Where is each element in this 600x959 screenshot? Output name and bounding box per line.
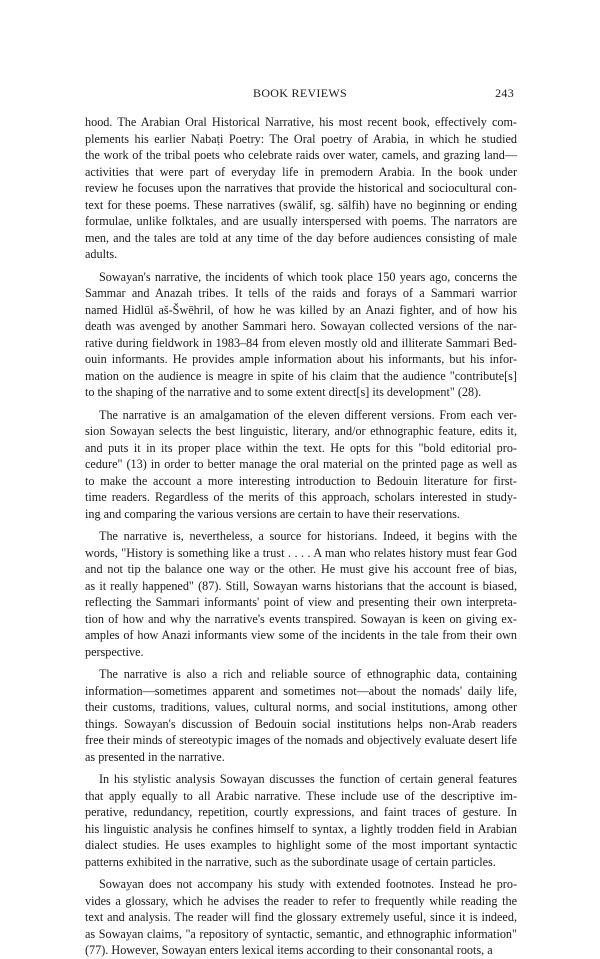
paragraph (85, 666, 517, 765)
paragraph (85, 269, 517, 401)
running-title: BOOK REVIEWS (253, 86, 347, 100)
text-line: perspective. (85, 644, 144, 659)
text-line: perative, redundancy, repetition, courtly expressions, and faint traces of gesture. In (85, 805, 517, 819)
text-line: to make the account a more interesting introduction to Bedouin literature for first- (85, 473, 517, 488)
text-line: text and analysis. The reader will find the glossary extremely useful, since it is indeed, (85, 910, 517, 924)
text-line: patterns exhibited in the narrative, such as the subordinate usage of certain particles. (85, 854, 496, 869)
text-line: dialect studies. He uses examples to highlight some of the most important syntactic (85, 838, 517, 852)
text-line: their customs, traditions, values, cultural norms, and social institutions, among other (85, 700, 517, 714)
text-line: as presented in the narrative. (85, 749, 225, 764)
text-line: The narrative is, nevertheless, a source for historians. Indeed, it begins with the (99, 529, 517, 543)
text-line: as Sowayan claims, "a repository of syntactic, semantic, and ethnographic information" (85, 926, 517, 941)
text-line: named Hidlūl aš-Šwēhril, of how he was killed by an Anazi fighter, and of how his (85, 302, 517, 317)
text-line: reflecting the Sammari informants' point of view and presenting their own interpreta- (85, 595, 517, 609)
paragraph (85, 114, 517, 263)
text-line: and puts it in its proper place within the text. He opts for this "bold editorial pro- (85, 440, 517, 455)
paragraph (85, 407, 517, 523)
page-number: 243 (495, 86, 514, 100)
text-line: amples of how Anazi informants view some of the incidents in the tale from their own (85, 628, 517, 642)
text-line: things. Sowayan's discussion of Bedouin social institutions helps non-Arab readers (85, 716, 517, 731)
text-line: adults. (85, 247, 118, 261)
text-line: In his stylistic analysis Sowayan discusses the function of certain general features (99, 772, 517, 786)
text-line: to the shaping of the narrative and to some extent direct[s] its development" (28). (85, 385, 482, 399)
text-line: Sammar and Anazah tribes. It tells of the raids and forays of a Sammari warrior (85, 286, 517, 300)
paragraph (85, 876, 517, 959)
text-line: ouin informants. He provides ample information about his informants, but his infor- (85, 352, 517, 366)
paragraph (85, 528, 517, 660)
text-line: review he focuses upon the narratives that provide the historical and sociocultural con- (85, 181, 517, 195)
text-line: death was avenged by another Sammari hero. Sowayan collected versions of the nar- (85, 319, 517, 333)
review-body (85, 114, 517, 959)
text-line: and not tip the balance one way or the other. He must give his account free of bias, (85, 562, 517, 576)
text-line: vides a glossary, which he advises the reader to refer to frequently while reading the (85, 893, 517, 908)
text-line: formulae, unlike folktales, and are usually interspersed with poems. The narrators are (85, 214, 517, 228)
text-line: ing and comparing the various versions are certain to have their reservations. (85, 506, 460, 521)
text-line: tion of how and why the narrative's events transpired. Sowayan is keen on giving ex- (85, 611, 517, 626)
text-line: Sowayan's narrative, the incidents of which took place 150 years ago, concerns the (99, 269, 517, 284)
text-line: rative during fieldwork in 1983–84 from eleven mostly old and illiterate Sammari Bed- (85, 335, 517, 350)
text-line: mation on the audience is meagre in spite of his claim that the audience "contribute[s] (85, 368, 517, 383)
text-line: that apply equally to all Arabic narrative. These include use of the descriptive im- (85, 788, 517, 803)
text-line: free their minds of stereotypic images of the nomads and objectively evaluate desert life (85, 733, 517, 747)
text-line: information—sometimes apparent and sometimes not—about the nomads' daily life, (85, 683, 517, 698)
text-line: his linguistic analysis he confines himself to syntax, a lightly trodden field in Arabian (85, 821, 517, 836)
text-line: cedure" (13) in order to better manage the oral material on the printed page as well as (85, 457, 517, 471)
text-line: hood. The Arabian Oral Historical Narrative, his most recent book, effectively com- (85, 115, 517, 129)
text-line: men, and the tales are told at any time of the day before audiences consisting of male (85, 230, 517, 245)
text-line: text for these poems. These narratives (swālif, sg. sālfih) have no beginning or ending (85, 197, 517, 212)
text-line: time readers. Regardless of the merits of this approach, scholars interested in study- (85, 490, 517, 504)
text-line: words, "History is something like a trust . . . . A man who relates history must fear God (85, 545, 517, 560)
text-line: activities that were part of everyday life in premodern Arabia. In the book under (85, 164, 517, 179)
running-header (0, 86, 600, 102)
text-line: The narrative is an amalgamation of the eleven different versions. From each ver- (99, 407, 517, 422)
text-line: the work of the tribal poets who celebrate raids over water, camels, and grazing land— (85, 148, 517, 162)
text-line: (77). However, Sowayan enters lexical items according to their consonantal roots, a (85, 943, 493, 957)
text-line: The narrative is also a rich and reliable source of ethnographic data, containing (99, 667, 517, 681)
paragraph (85, 771, 517, 870)
text-line: sion Sowayan selects the best linguistic, literary, and/or ethnographic feature, edits it, (85, 424, 517, 438)
text-line: as it really happened" (87). Still, Sowayan warns historians that the account is biased, (85, 578, 517, 593)
text-line: Sowayan does not accompany his study with extended footnotes. Instead he pro- (99, 877, 517, 891)
text-line: plements his earlier Nabaṭi Poetry: The Oral poetry of Arabia, in which he studied (85, 131, 517, 146)
